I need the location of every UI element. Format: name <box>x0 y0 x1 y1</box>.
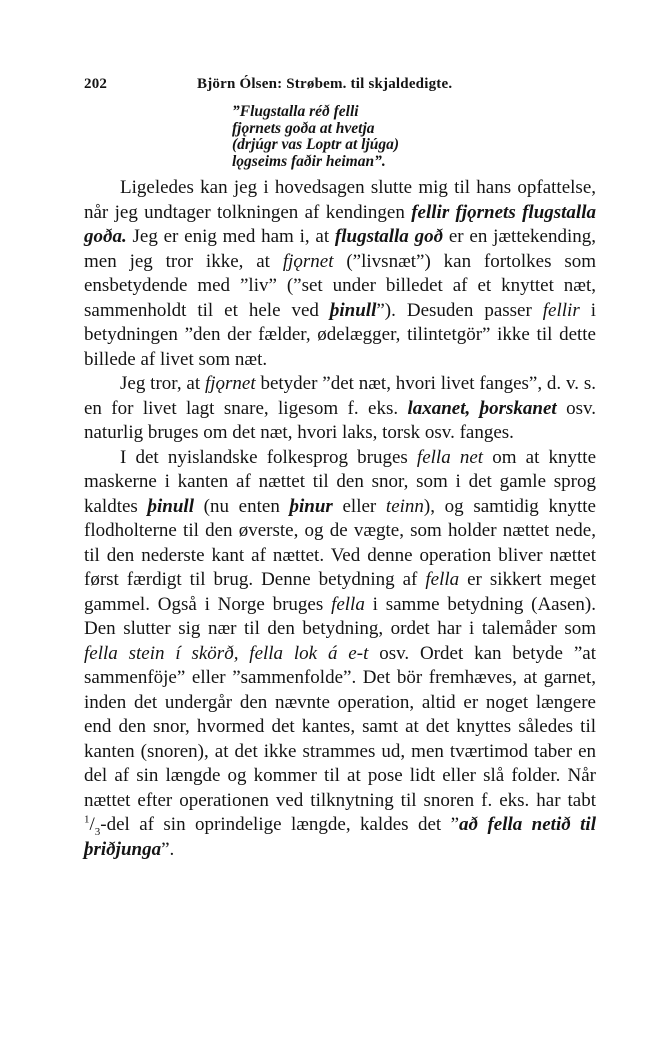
emphasis: fjǫrnet <box>282 250 334 272</box>
fraction-slash: / <box>89 814 95 835</box>
emphasis: teinn <box>385 495 424 517</box>
emphasis: fellir <box>542 299 580 321</box>
running-head: Björn Ólsen: Strøbem. til skjaldedigte. <box>197 76 453 92</box>
emphasis: flugstalla goð <box>334 226 444 247</box>
verse-line: fjǫrnets goða at hvetja <box>232 119 375 137</box>
text: er en jættekending, men jeg tror ikke, at <box>84 226 597 272</box>
paragraph-1 <box>84 176 596 372</box>
fraction-denominator: 3 <box>94 825 101 838</box>
emphasis: laxanet, þorskanet <box>407 397 557 419</box>
emphasis: fella <box>425 569 460 590</box>
text: eller <box>332 495 386 517</box>
paragraph-2 <box>84 372 596 446</box>
text: er sikkert meget gammel. Også i Norge bruges <box>84 569 596 615</box>
paragraph-3 <box>84 446 596 863</box>
emphasis: fella <box>331 593 365 615</box>
text: i betydningen ”den der fælder, ødelægger, tilintetgör” ikke til dette billede af livet som næt. <box>84 299 596 370</box>
verse-line: ”Flugstalla réð felli <box>232 103 359 120</box>
text: osv. Ordet kan betyde ”at sammenföje” eller ”sammenfolde”. Det bör fremhæves, at garnet, inden det undergår den nævnte operation, altid er noget længere end den snor, hvormed det kantes, samt at det knyttes således til kanten (snoren), at det ikke strammes ud, men tværtimod taber en del af sin længde og kommer til at pose lidt eller slå folder. Når nættet efter operationen ved tilknytning til snoren f. eks. har tabt <box>84 642 596 811</box>
text: (”livsnæt”) kan fortolkes som ensbetydende med ”liv” (”set under billedet af et knyttet næt, sammenholdt til et hele ved <box>84 250 596 321</box>
fraction-numerator: 1 <box>84 813 90 826</box>
emphasis: að fella netið til þriðjunga <box>84 814 596 860</box>
verse-quote <box>232 104 596 170</box>
page <box>84 74 596 862</box>
emphasis: þinull <box>329 299 377 321</box>
page-header <box>84 74 596 98</box>
text: ), og samtidig knytte flodholterne til den øverste, og de vægte, som holder nættet nede, til den nederste kant af nættet. Ved denne operation bliver nættet først færdigt til brug. Denne betydning af <box>84 495 596 590</box>
body-text <box>84 176 596 862</box>
text: osv. naturlig bruges om det næt, hvori laks, torsk osv. fanges. <box>84 397 596 443</box>
text: Ligeledes kan jeg i hovedsagen slutte mig til hans opfattelse, når jeg undtager tolkningen af kendingen <box>84 177 596 223</box>
text: I det nyislandske folkesprog bruges <box>120 446 417 468</box>
text: ”). Desuden passer <box>376 299 543 321</box>
verse-line: (drjúgr vas Loptr at ljúga) <box>232 136 400 153</box>
emphasis: fella stein í skörð, fella lok á e-t <box>84 642 369 664</box>
emphasis: fjǫrnet <box>204 373 256 394</box>
text: -del af sin oprindelige længde, kaldes det ” <box>100 814 460 835</box>
emphasis: fella net <box>416 446 484 468</box>
text: (nu enten <box>193 495 290 517</box>
emphasis: fellir fjǫrnets flugstalla goða. <box>84 201 596 247</box>
text: om at knytte maskerne i kanten af nættet til den snor, som i det gamle sprog kaldtes <box>84 446 596 517</box>
emphasis: þinull <box>147 495 194 517</box>
text: ”. <box>161 838 175 860</box>
emphasis: þinur <box>289 495 333 517</box>
verse-line: lǫgseims faðir heiman”. <box>232 152 386 170</box>
text: Jeg er enig med ham i, at <box>126 226 335 247</box>
text: betyder ”det næt, hvori livet fanges”, d. v. s. en for livet lagt snare, ligesom f. eks. <box>84 373 597 419</box>
text: Jeg tror, at <box>120 373 205 394</box>
text: i samme betydning (Aasen). Den slutter sig nær til den betydning, ordet har i talemåder som <box>84 593 596 639</box>
page-number: 202 <box>84 76 108 92</box>
